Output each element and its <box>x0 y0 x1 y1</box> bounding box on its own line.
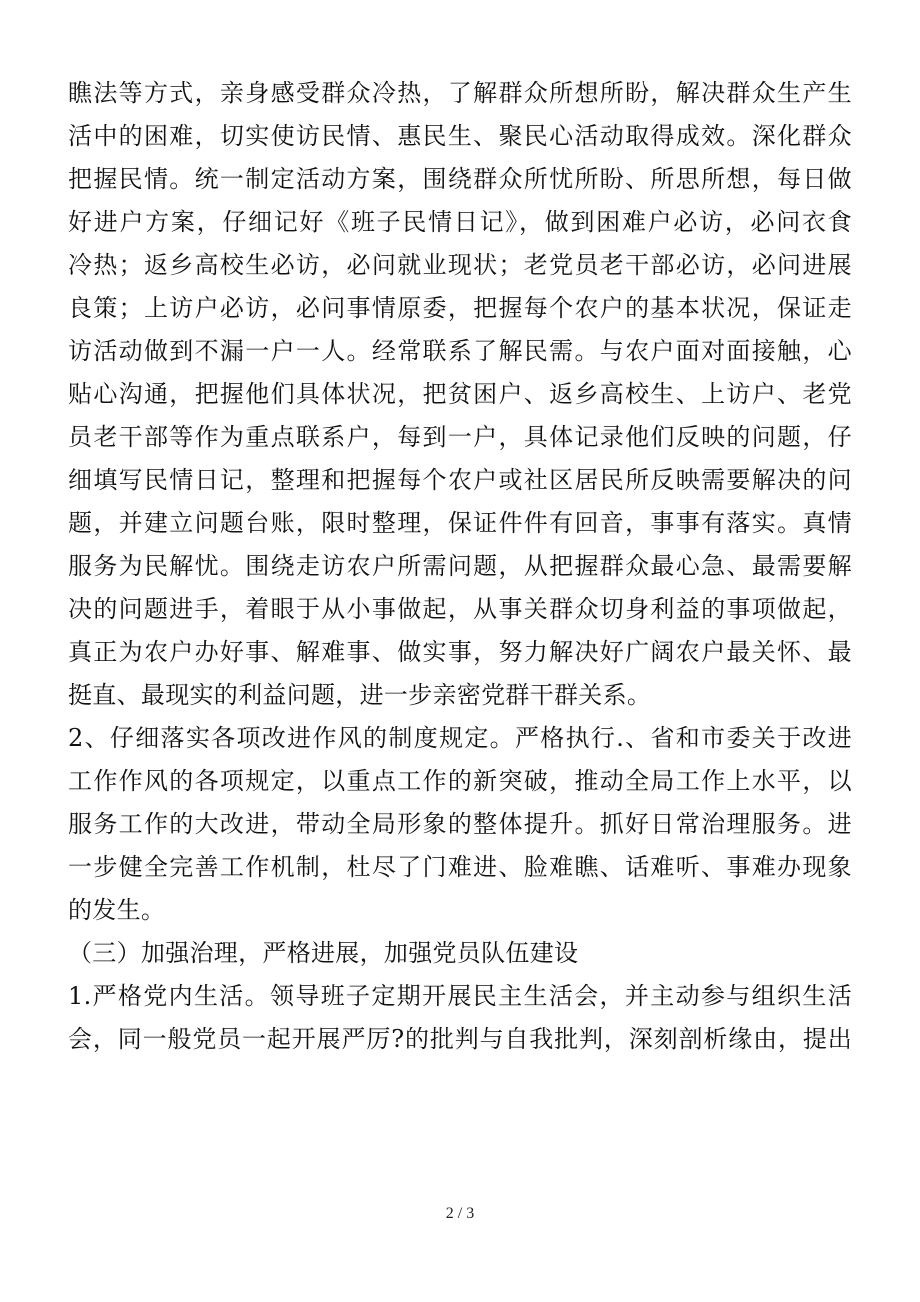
text-line: 挺直、最现实的利益问题，进一步亲密党群干群关系。 <box>68 681 652 709</box>
text-line: 一步健全完善工作机制，杜尽了门难进、脸难瞧、话难听、事难办现象 <box>68 853 852 881</box>
text-line: 访活动做到不漏一户一人。经常联系了解民需。与农户面对面接触，心 <box>68 337 852 365</box>
text-line: 服务为民解忧。围绕走访农户所需问题，从把握群众最心急、最需要解 <box>68 552 852 580</box>
text-line: 员老干部等作为重点联系户，每到一户，具体记录他们反映的问题，仔 <box>68 423 852 451</box>
text-line: 1.严格党内生活。领导班子定期开展民主生活会，并主动参与组织生活 <box>68 982 852 1010</box>
text-line: 决的问题进手，着眼于从小事做起，从事关群众切身利益的事项做起， <box>68 595 852 623</box>
text-line: 把握民情。统一制定活动方案，围绕群众所忧所盼、所思所想，每日做 <box>68 165 852 193</box>
text-line: 2、仔细落实各项改进作风的制度规定。严格执行.、省和市委关于改进 <box>68 724 852 752</box>
text-line: 好进户方案，仔细记好《班子民情日记》，做到困难户必访，必问衣食 <box>68 208 852 236</box>
page-number: 2 / 3 <box>445 1205 475 1222</box>
text-line: 题，并建立问题台账，限时整理，保证件件有回音，事事有落实。真情 <box>68 509 852 537</box>
text-line: 会，同一般党员一起开展严厉?的批判与自我批判，深刻剖析缘由，提出 <box>68 1025 852 1053</box>
text-line: 活中的困难，切实使访民情、惠民生、聚民心活动取得成效。深化群众 <box>68 122 852 150</box>
section-heading: （三）加强治理，严格进展，加强党员队伍建设 <box>68 939 579 967</box>
text-line: 细填写民情日记，整理和把握每个农户或社区居民所反映需要解决的问 <box>68 466 852 494</box>
text-line: 瞧法等方式，亲身感受群众冷热，了解群众所想所盼，解决群众生产生 <box>68 79 852 107</box>
text-line: 服务工作的大改进，带动全局形象的整体提升。抓好日常治理服务。进 <box>68 810 852 838</box>
text-line: 的发生。 <box>68 896 166 924</box>
text-line: 工作作风的各项规定，以重点工作的新突破，推动全局工作上水平，以 <box>68 767 852 795</box>
text-line: 良策；上访户必访，必问事情原委，把握每个农户的基本状况，保证走 <box>68 294 852 322</box>
text-line: 贴心沟通，把握他们具体状况，把贫困户、返乡高校生、上访户、老党 <box>68 380 852 408</box>
text-line: 真正为农户办好事、解难事、做实事，努力解决好广阔农户最关怀、最 <box>68 638 852 666</box>
text-line: 冷热；返乡高校生必访，必问就业现状；老党员老干部必访，必问进展 <box>68 251 852 279</box>
